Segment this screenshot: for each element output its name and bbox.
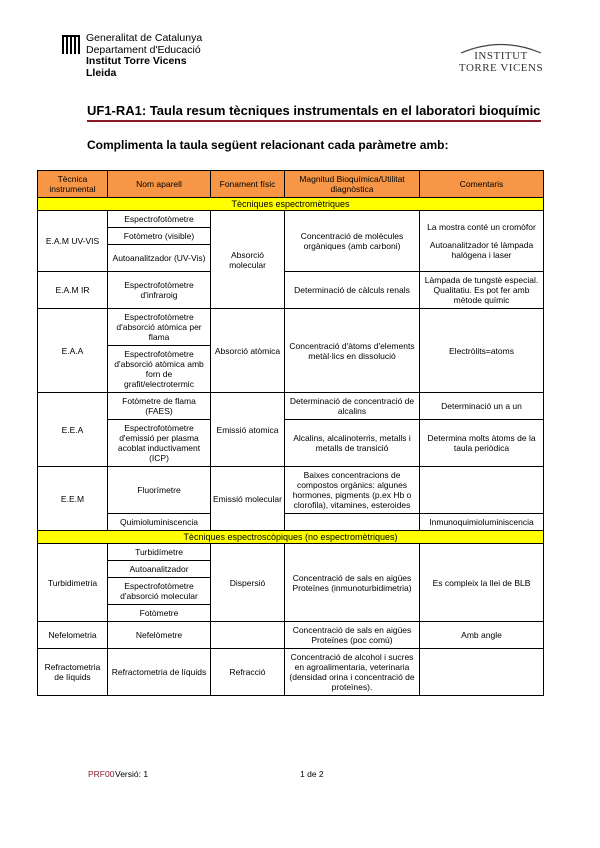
- tech-cell: E.E.A: [38, 393, 108, 467]
- table-row: [38, 420, 544, 467]
- footer-version: Versió: 1: [115, 769, 149, 779]
- page-subtitle: Complimenta la taula següent relacionant cada paràmetre amb:: [87, 138, 449, 152]
- device-cell: Espectrofotòmetre d'emissió per plasma acoblat inductivament (ICP): [108, 420, 211, 467]
- header-nom-aparell: Nom aparell: [108, 171, 211, 198]
- comment-cell: Electròlits=atoms: [420, 309, 544, 393]
- comment-cell: Determina molts àtoms de la taula periòdica: [420, 420, 544, 467]
- magnitude-cell: Baixes concentracions de compostos orgànics: algunes hormones, pigments (p.ex Hb o clorofila), vitamines, esteroides: [285, 467, 420, 514]
- table-row: [38, 467, 544, 514]
- comment-cell: Inmunoquimioluminiscencia: [420, 514, 544, 531]
- header-magnitud: Magnitud Bioquímica/Utilitat diagnòstica: [285, 171, 420, 198]
- footer-code: PRF00: [88, 769, 115, 779]
- magnitude-cell: Determinació de concentració de alcalins: [285, 393, 420, 420]
- table-row: [38, 544, 544, 561]
- summary-table: [37, 170, 544, 696]
- comment-cell-empty: [420, 649, 544, 696]
- school-name: Institut Torre Vicens: [86, 55, 187, 67]
- footer-page-number: 1 de 2: [300, 769, 324, 779]
- table-row: [38, 309, 544, 346]
- tech-cell: E.A.M IR: [38, 272, 108, 309]
- comment-cell: Làmpada de tungstè especial. Qualitatiu. Es pot fer amb mètode químic: [420, 272, 544, 309]
- logo-text-institut: INSTITUT: [474, 50, 528, 62]
- principle-cell: Absorció atòmica: [211, 309, 285, 393]
- tech-cell: Nefelometria: [38, 622, 108, 649]
- magnitude-cell: Determinació de càlculs renals: [285, 272, 420, 309]
- principle-cell: Emissió molecular: [211, 467, 285, 531]
- comment-cell: Amb angle: [420, 622, 544, 649]
- principle-cell: Absorció molecular: [211, 211, 285, 309]
- device-cell: Nefelòmetre: [108, 622, 211, 649]
- comment-cell: Es compleix la llei de BLB: [420, 544, 544, 622]
- comment-cell-empty: [420, 467, 544, 514]
- table-row: [38, 649, 544, 696]
- org-line-2: Departament d'Educació: [86, 43, 201, 56]
- device-cell: Fotòmetro (visible): [108, 228, 211, 245]
- table-header-row: [38, 171, 544, 198]
- institut-logo: [455, 40, 547, 74]
- table-row: [38, 272, 544, 309]
- device-cell: Espectrofotòmetre d'absorció atòmica per flama: [108, 309, 211, 346]
- table-row: [38, 393, 544, 420]
- principle-cell: Dispersió: [211, 544, 285, 622]
- principle-cell: Refracció: [211, 649, 285, 696]
- magnitude-cell: Alcalins, alcalinoterris, metalls i metalls de transició: [285, 420, 420, 467]
- tech-cell: E.A.M UV-VIS: [38, 211, 108, 272]
- title-divider: [87, 120, 541, 122]
- header-comentaris: Comentaris: [420, 171, 544, 198]
- device-cell: Fotòmetre: [108, 605, 211, 622]
- device-cell: Autoanalitzador: [108, 561, 211, 578]
- header-fonament: Fonament físic: [211, 171, 285, 198]
- section-row-espectroscopiques: [38, 531, 544, 544]
- comment-line: Autoanalitzador té làmpada halògena i laser: [429, 240, 534, 260]
- magnitude-cell: Concentració de sals en aigües Proteïnes (poc comú): [285, 622, 420, 649]
- comment-line: La mostra conté un cromòfor: [427, 222, 536, 232]
- magnitude-cell: Concentració de molècules orgàniques (amb carboni): [285, 211, 420, 272]
- magnitude-cell: Concentració de alcohol i sucres en agroalimentaria, veterinaria (densidad orina i concentració de proteïnes).: [285, 649, 420, 696]
- magnitude-cell: Concentració d'àtoms d'elements metàl·lics en dissolució: [285, 309, 420, 393]
- device-cell: Espectrofotòmetre d'absorció atòmica amb forn de grafit/electrotermic: [108, 346, 211, 393]
- tech-cell: E.E.M: [38, 467, 108, 531]
- device-cell: Espectrofotòmetre: [108, 211, 211, 228]
- magnitude-cell-empty: [285, 514, 420, 531]
- org-line-1: Generalitat de Catalunya: [86, 32, 203, 44]
- table-row: [38, 622, 544, 649]
- comment-cell: Determinació un a un: [420, 393, 544, 420]
- device-cell: Quimioluminiscencia: [108, 514, 211, 531]
- generalitat-header: [62, 33, 202, 79]
- table-row: [38, 211, 544, 228]
- header-tecnica: Tècnica instrumental: [38, 171, 108, 198]
- device-cell: Turbidímetre: [108, 544, 211, 561]
- tech-cell: E.A.A: [38, 309, 108, 393]
- principle-cell: Emissió atomica: [211, 393, 285, 467]
- tech-cell: Turbidimetria: [38, 544, 108, 622]
- device-cell: Refractometria de líquids: [108, 649, 211, 696]
- school-city: Lleida: [86, 66, 117, 79]
- magnitude-cell: Concentració de sals en aigües Proteïnes (inmunoturbidimetria): [285, 544, 420, 622]
- section-label: Tècniques espectromètriques: [38, 198, 544, 211]
- device-cell: Fluorímetre: [108, 467, 211, 514]
- page-title: UF1-RA1: Taula resum tècniques instrumentals en el laboratori bioquímic: [87, 103, 541, 118]
- device-cell: Fotòmetre de flama (FAES): [108, 393, 211, 420]
- logo-text-torre-vicens: TORRE VICENS: [458, 62, 544, 74]
- generalitat-crest-icon: [62, 35, 80, 55]
- device-cell: Espectrofotòmetre d'absorció molecular: [108, 578, 211, 605]
- table-row: [38, 514, 544, 531]
- device-cell: Espectrofotòmetre d'infraroig: [108, 272, 211, 309]
- device-cell: Autoanalitzador (UV-Vis): [108, 245, 211, 272]
- section-label: Tècniques espectroscòpiques (no espectromètriques): [38, 531, 544, 544]
- tech-cell: Refractometria de líquids: [38, 649, 108, 696]
- comment-cell: [420, 211, 544, 272]
- principle-cell-empty: [211, 622, 285, 649]
- section-row-espectrometriques: [38, 198, 544, 211]
